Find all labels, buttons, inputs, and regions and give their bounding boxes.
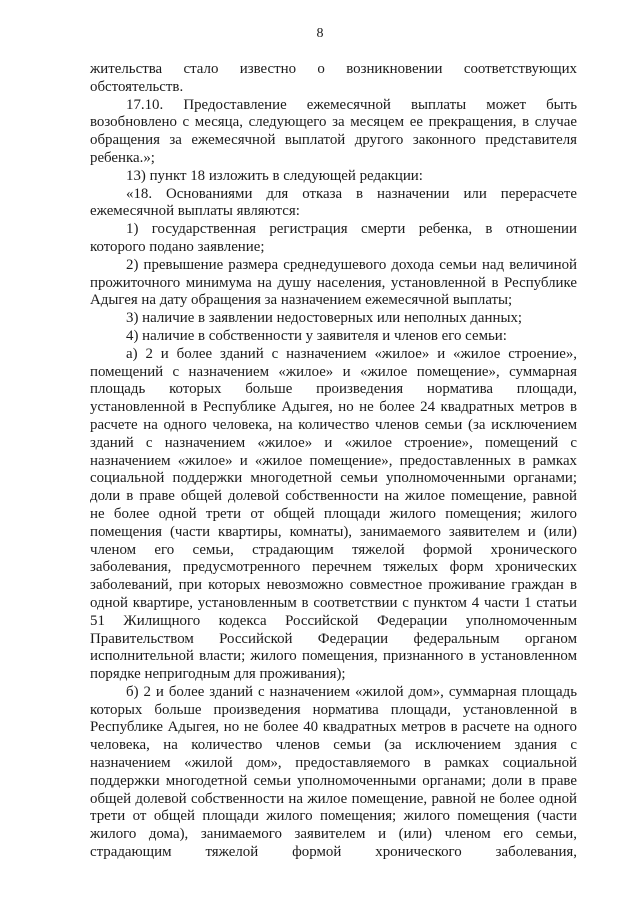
text-line: «18. Основаниями для отказа в назначении или перерасчете (126, 185, 577, 202)
text-line: Правительством Российской Федерации федеральным органом (90, 630, 577, 647)
text-line: 13) пункт 18 изложить в следующей редакции: (126, 167, 423, 184)
text-line: обращения за ежемесячной выплатой другого законного представителя (90, 132, 577, 149)
text-line: Республике Адыгея, но не более 40 квадратных метров в расчете на одного (90, 719, 577, 736)
text-line: одной квартире, установленным в соответствии с пунктом 4 части 1 статьи (90, 594, 577, 611)
text-line: заболевания, предусмотренного перечнем тяжелых форм хронических (90, 559, 577, 576)
text-line: 2) превышение размера среднедушевого дохода семьи над величиной (126, 256, 577, 273)
text-line: членом его семьи, страдающим тяжелой формой хронического (90, 541, 577, 558)
text-line: человека, на количество членов семьи (за исключением здания с (90, 737, 577, 754)
text-line: Адыгея на дату обращения за назначением ежемесячной выплаты; (90, 292, 513, 309)
text-line: зданий с назначением «жилое» и «жилое строение», помещений с (90, 434, 577, 451)
text-line: общей долевой собственности на жилое помещение, равной не более одной (90, 790, 577, 807)
text-line: доли в праве общей долевой собственности на жилое помещение, равной (90, 488, 577, 505)
text-line: исполнительной власти; жилого помещения, признанного в установленном (90, 648, 577, 665)
text-line: порядке непригодным для проживания); (90, 666, 346, 683)
text-line: жительства стало известно о возникновении соответствующих (90, 61, 577, 77)
text-line: страдающим тяжелой формой хронического заболевания, (90, 844, 577, 861)
text-line: ежемесячной выплаты являются: (90, 203, 300, 220)
text-line: б) 2 и более зданий с назначением «жилой дом», суммарная площадь (126, 683, 577, 700)
text-line: жилого дома), занимаемого заявителем и (или) членом его семьи, (90, 826, 577, 843)
text-line: помещения (части квартиры, комнаты), занимаемого заявителем и (или) (90, 523, 577, 540)
text-line: заболеваний, при которых невозможно совместное проживание граждан в (90, 577, 577, 594)
text-line: ребенка.»; (90, 149, 155, 166)
document-body (90, 61, 577, 862)
text-line: которого подано заявление; (90, 238, 265, 255)
text-line: 17.10. Предоставление ежемесячной выплаты может быть (126, 96, 577, 113)
text-line: поддержки многодетной семьи уполномоченными органами; доли в праве (90, 772, 577, 789)
text-line: расчете на одного человека, на количество членов семьи (за исключением (90, 416, 577, 433)
text-line: возобновлено с месяца, следующего за месяцем ее прекращения, в случае (90, 114, 577, 131)
text-line: назначением «жилой дом», предоставляемого в рамках социальной (90, 755, 577, 772)
text-line: а) 2 и более зданий с назначением «жилое» и «жилое строение», (126, 345, 577, 362)
text-line: прожиточного минимума на душу населения, установленной в Республике (90, 274, 577, 291)
text-line: не более одной трети от общей площади жилого помещения; жилого (90, 505, 577, 522)
text-line: назначением «жилое» и «жилое помещение», предоставленных в рамках (90, 452, 577, 469)
text-line: обстоятельств. (90, 78, 184, 95)
text-line: 4) наличие в собственности у заявителя и членов его семьи: (126, 327, 507, 344)
text-line: площадь которых больше произведения норматива площади, (90, 381, 577, 398)
text-line: помещений с назначением «жилое» и «жилое помещение», суммарная (90, 363, 577, 380)
text-line: которых больше произведения норматива площади, установленной в (90, 701, 577, 718)
text-line: 51 Жилищного кодекса Российской Федерации уполномоченным (90, 612, 577, 629)
page-number: 8 (316, 26, 324, 41)
text-line: трети от общей площади жилого помещения; жилого помещения (части (90, 808, 577, 825)
text-line: установленной в Республике Адыгея, но не более 24 квадратных метров в (90, 399, 577, 416)
text-line: 3) наличие в заявлении недостоверных или неполных данных; (126, 310, 523, 327)
text-line: 1) государственная регистрация смерти ребенка, в отношении (126, 221, 577, 238)
text-line: социальной поддержки многодетной семьи уполномоченными органами; (90, 470, 577, 487)
